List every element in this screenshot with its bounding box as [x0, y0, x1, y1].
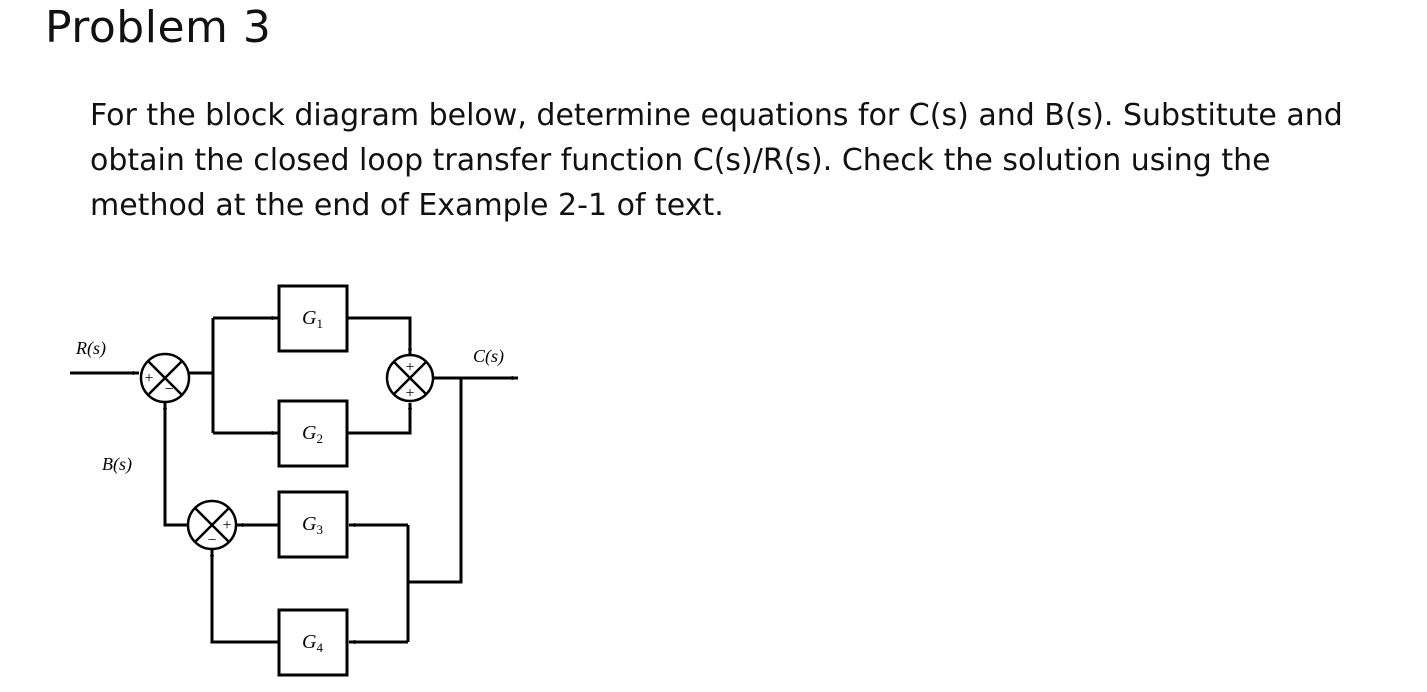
feedback-sum-minus-sign: − [207, 532, 217, 549]
block-g4-label: $G_4$ [302, 631, 323, 655]
page-title: Problem 3 [45, 2, 272, 53]
feedback-signal-line [165, 403, 188, 525]
input-signal-label: R(s) [76, 338, 106, 358]
block-g3-label: $G_3$ [302, 513, 323, 537]
feedback-sum-plus-sign: + [222, 517, 232, 534]
output-signal-label: C(s) [473, 346, 504, 366]
g1-output-line [348, 318, 410, 355]
output-sum-top-plus-sign: + [405, 359, 415, 376]
problem-line-2: obtain the closed loop transfer function C(s)/R(s). Check the solution using the [90, 143, 1271, 178]
input-sum-minus-sign: − [164, 381, 174, 398]
input-sum-plus-sign: + [144, 370, 154, 387]
output-takeoff-line [408, 378, 461, 582]
g2-output-line [348, 403, 410, 433]
problem-line-3: method at the end of Example 2-1 of text. [90, 188, 724, 223]
block-g1-label: $G_1$ [302, 307, 323, 331]
block-g2-label: $G_2$ [302, 422, 323, 446]
problem-line-1: For the block diagram below, determine equations for C(s) and B(s). Substitute and [90, 98, 1343, 133]
feedback-signal-label: B(s) [102, 454, 132, 474]
g4-output-line [212, 550, 278, 642]
output-sum-bottom-plus-sign: + [405, 385, 415, 402]
